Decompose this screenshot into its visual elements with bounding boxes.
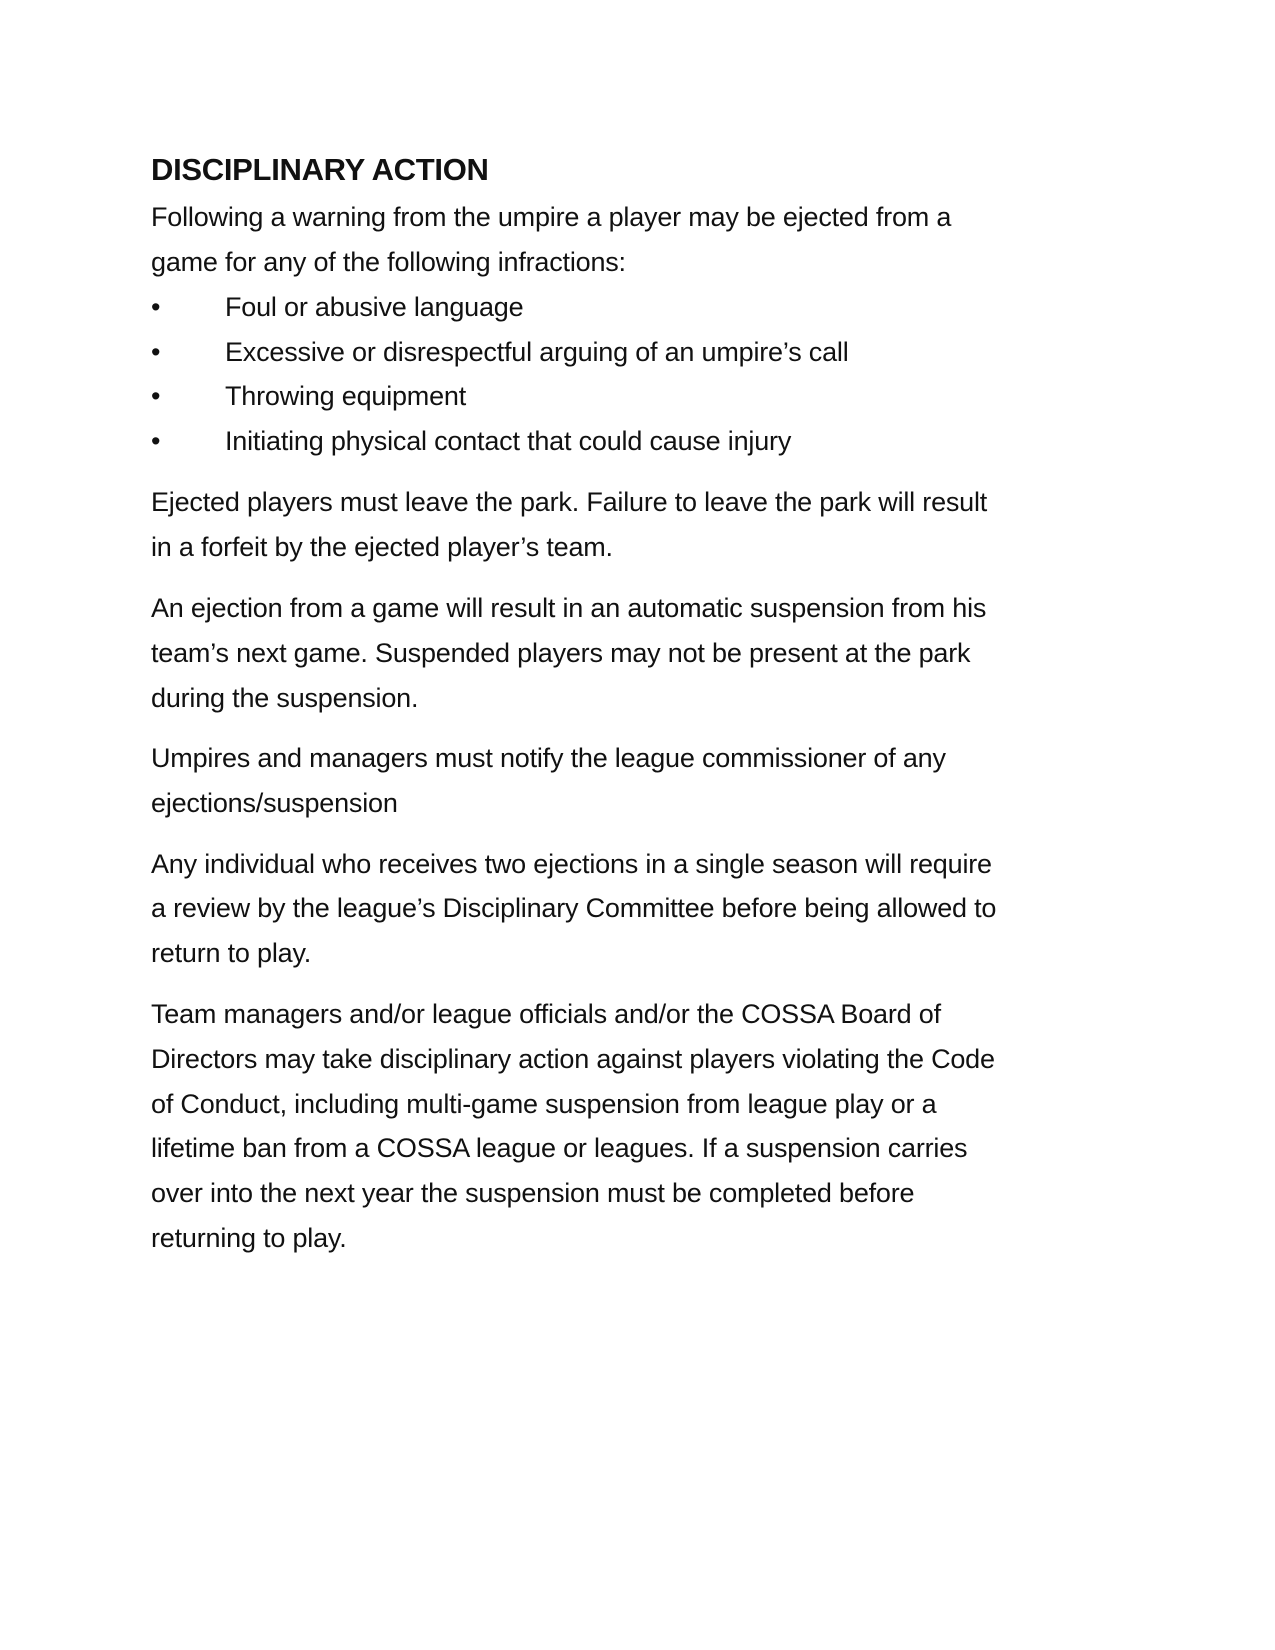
paragraph-line: over into the next year the suspension must be completed before <box>151 1178 915 1208</box>
paragraph-line: Any individual who receives two ejections in a single season will require <box>151 849 992 879</box>
paragraph-line: of Conduct, including multi-game suspension from league play or a <box>151 1089 937 1119</box>
intro-line-2: game for any of the following infractions: <box>151 247 626 277</box>
list-item: Foul or abusive language <box>225 292 524 322</box>
list-item: Excessive or disrespectful arguing of an umpire’s call <box>225 337 849 367</box>
paragraph-line: Umpires and managers must notify the league commissioner of any <box>151 743 946 773</box>
bullet-icon: • <box>151 292 161 322</box>
bullet-icon: • <box>151 337 161 367</box>
paragraph-line: team’s next game. Suspended players may not be present at the park <box>151 638 971 668</box>
paragraph-line: An ejection from a game will result in an automatic suspension from his <box>151 593 987 623</box>
bullet-icon: • <box>151 426 161 456</box>
paragraph-line: Team managers and/or league officials and/or the COSSA Board of <box>151 999 941 1029</box>
paragraph-line: in a forfeit by the ejected player’s team. <box>151 532 613 562</box>
bullet-icon: • <box>151 381 161 411</box>
paragraph-line: returning to play. <box>151 1223 347 1253</box>
paragraph-line: ejections/suspension <box>151 788 398 818</box>
list-item: Throwing equipment <box>225 381 467 411</box>
paragraph-line: during the suspension. <box>151 683 419 713</box>
paragraph-line: a review by the league’s Disciplinary Committee before being allowed to <box>151 893 997 923</box>
paragraph-line: Directors may take disciplinary action against players violating the Code <box>151 1044 995 1074</box>
page-title: DISCIPLINARY ACTION <box>151 152 489 187</box>
list-item: Initiating physical contact that could cause injury <box>225 426 792 456</box>
paragraph-line: lifetime ban from a COSSA league or leagues. If a suspension carries <box>151 1133 968 1163</box>
paragraph-line: return to play. <box>151 938 312 968</box>
paragraph-line: Ejected players must leave the park. Failure to leave the park will result <box>151 487 988 517</box>
intro-line-1: Following a warning from the umpire a player may be ejected from a <box>151 202 952 232</box>
